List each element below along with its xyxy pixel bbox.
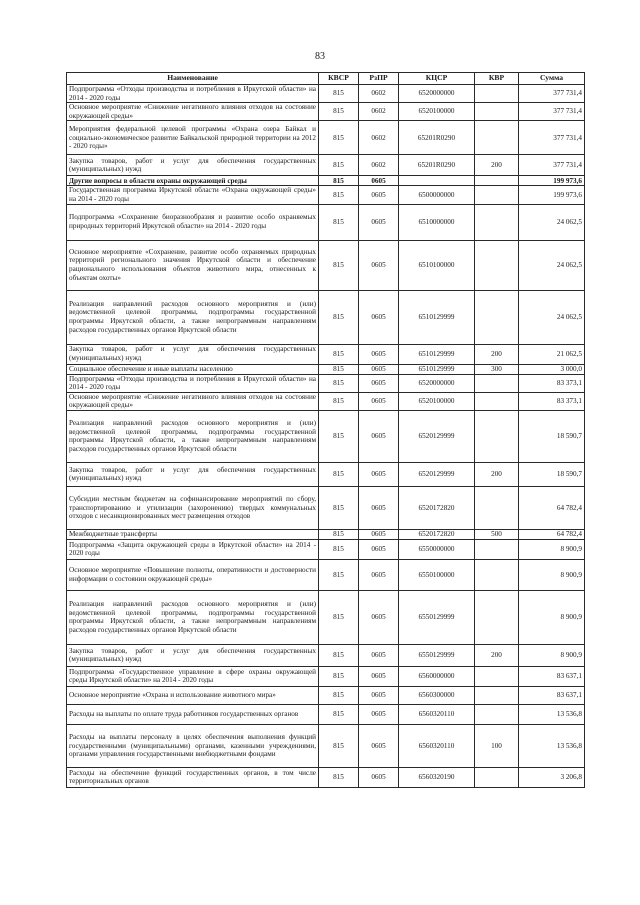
cell-kvr bbox=[475, 374, 519, 392]
cell-sum: 377 731,4 bbox=[519, 155, 585, 176]
cell-name: Основное мероприятие «Снижение негативного влияния отходов на состояние окружающей среды» bbox=[67, 392, 319, 410]
cell-rzpr: 0605 bbox=[359, 666, 399, 686]
cell-kvsr: 815 bbox=[319, 529, 359, 539]
cell-name: Расходы на выплаты по оплате труда работников государственных органов bbox=[67, 704, 319, 724]
table-row bbox=[67, 486, 585, 529]
cell-kcsr: 6510129999 bbox=[399, 344, 475, 364]
cell-name: Мероприятия федеральной целевой программы «Охрана озера Байкал и социально-экономическое развитие Байкальской природной территории на 2012 - 2020 годы» bbox=[67, 121, 319, 155]
cell-sum: 18 590,7 bbox=[519, 462, 585, 486]
cell-kvr bbox=[475, 204, 519, 240]
cell-kcsr: 6520129999 bbox=[399, 462, 475, 486]
table-row bbox=[67, 410, 585, 462]
header-kvsr: КВСР bbox=[319, 73, 359, 85]
cell-kcsr: 6520100000 bbox=[399, 392, 475, 410]
cell-rzpr: 0605 bbox=[359, 529, 399, 539]
cell-kvr bbox=[475, 410, 519, 462]
table-body bbox=[67, 85, 585, 788]
cell-rzpr: 0605 bbox=[359, 290, 399, 344]
cell-kvr bbox=[475, 240, 519, 290]
cell-name: Закупка товаров, работ и услуг для обеспечения государственных (муниципальных) нужд bbox=[67, 155, 319, 176]
cell-kcsr: 6520172820 bbox=[399, 486, 475, 529]
cell-sum: 83 373,1 bbox=[519, 392, 585, 410]
cell-rzpr: 0605 bbox=[359, 364, 399, 374]
cell-name: Межбюджетные трансферты bbox=[67, 529, 319, 539]
table-row bbox=[67, 529, 585, 539]
cell-kvr bbox=[475, 176, 519, 186]
cell-name: Расходы на выплаты персоналу в целях обеспечения выполнения функций государственными (муниципальными) органами, казенными учреждениями, органами управления государственными внебюджетными фондами bbox=[67, 724, 319, 767]
cell-kcsr: 6560000000 bbox=[399, 666, 475, 686]
cell-kcsr: 6510100000 bbox=[399, 240, 475, 290]
cell-kvsr: 815 bbox=[319, 462, 359, 486]
cell-name: Субсидии местным бюджетам на софинансирование мероприятий по сбору, транспортированию и утилизации (захоронению) твердых коммунальных отходов с несанкционированных мест размещения отходов bbox=[67, 486, 319, 529]
cell-kvsr: 815 bbox=[319, 666, 359, 686]
cell-kcsr: 6560320110 bbox=[399, 724, 475, 767]
cell-rzpr: 0605 bbox=[359, 704, 399, 724]
cell-kvsr: 815 bbox=[319, 392, 359, 410]
cell-kvsr: 815 bbox=[319, 204, 359, 240]
table-row bbox=[67, 204, 585, 240]
table-row bbox=[67, 155, 585, 176]
cell-kcsr: 6500000000 bbox=[399, 186, 475, 204]
cell-rzpr: 0605 bbox=[359, 724, 399, 767]
cell-kcsr: 65201R0290 bbox=[399, 121, 475, 155]
cell-name: Подпрограмма «Отходы производства и потребления в Иркутской области» на 2014 - 2020 годы bbox=[67, 374, 319, 392]
cell-kvsr: 815 bbox=[319, 176, 359, 186]
table-row bbox=[67, 374, 585, 392]
cell-name: Государственная программа Иркутской области «Охрана окружающей среды» на 2014 - 2020 годы bbox=[67, 186, 319, 204]
table-row bbox=[67, 186, 585, 204]
cell-kcsr: 6510129999 bbox=[399, 290, 475, 344]
table-row bbox=[67, 767, 585, 787]
cell-name: Основное мероприятие «Охрана и использование животного мира» bbox=[67, 686, 319, 704]
header-kcsr: КЦСР bbox=[399, 73, 475, 85]
cell-kvr: 200 bbox=[475, 644, 519, 666]
cell-kvsr: 815 bbox=[319, 644, 359, 666]
cell-rzpr: 0605 bbox=[359, 590, 399, 644]
cell-rzpr: 0605 bbox=[359, 486, 399, 529]
cell-name: Подпрограмма «Защита окружающей среды в Иркутской области» на 2014 - 2020 годы bbox=[67, 539, 319, 559]
cell-kvsr: 815 bbox=[319, 590, 359, 644]
header-kvr: КВР bbox=[475, 73, 519, 85]
cell-sum: 21 062,5 bbox=[519, 344, 585, 364]
cell-name: Основное мероприятие «Повышение полноты, оперативности и достоверности информации о состоянии окружающей среды» bbox=[67, 559, 319, 590]
cell-sum: 377 731,4 bbox=[519, 103, 585, 121]
cell-name: Закупка товаров, работ и услуг для обеспечения государственных (муниципальных) нужд bbox=[67, 644, 319, 666]
cell-kvsr: 815 bbox=[319, 344, 359, 364]
cell-rzpr: 0602 bbox=[359, 103, 399, 121]
cell-kcsr: 6520000000 bbox=[399, 85, 475, 103]
cell-name: Основное мероприятие «Снижение негативного влияния отходов на состояние окружающей среды» bbox=[67, 103, 319, 121]
cell-kcsr: 6510000000 bbox=[399, 204, 475, 240]
cell-kcsr: 6520100000 bbox=[399, 103, 475, 121]
cell-kcsr: 6520000000 bbox=[399, 374, 475, 392]
cell-kvsr: 815 bbox=[319, 121, 359, 155]
header-rzpr: РзПР bbox=[359, 73, 399, 85]
cell-sum: 13 536,8 bbox=[519, 704, 585, 724]
cell-name: Подпрограмма «Сохранение биоразнообразия и развитие особо охраняемых природных территорий Иркутской области» на 2014 - 2020 годы bbox=[67, 204, 319, 240]
cell-kvsr: 815 bbox=[319, 410, 359, 462]
cell-kvr bbox=[475, 686, 519, 704]
cell-name: Подпрограмма «Отходы производства и потребления в Иркутской области» на 2014 - 2020 годы bbox=[67, 85, 319, 103]
cell-kvr bbox=[475, 486, 519, 529]
cell-name: Реализация направлений расходов основного мероприятия и (или) ведомственной целевой программы, подпрограммы государственной программы Иркутской области, а также непрограммным направлениям расходов государственных органов Иркутской области bbox=[67, 290, 319, 344]
cell-kvr: 100 bbox=[475, 724, 519, 767]
table-header-row bbox=[67, 73, 585, 85]
table-row bbox=[67, 103, 585, 121]
cell-kvsr: 815 bbox=[319, 186, 359, 204]
cell-kvr bbox=[475, 666, 519, 686]
table-row bbox=[67, 539, 585, 559]
cell-sum: 64 782,4 bbox=[519, 529, 585, 539]
cell-kvr: 300 bbox=[475, 364, 519, 374]
cell-kvsr: 815 bbox=[319, 486, 359, 529]
budget-table bbox=[66, 72, 585, 788]
cell-kvr bbox=[475, 590, 519, 644]
table-row bbox=[67, 724, 585, 767]
cell-rzpr: 0602 bbox=[359, 85, 399, 103]
cell-kvsr: 815 bbox=[319, 85, 359, 103]
cell-rzpr: 0605 bbox=[359, 539, 399, 559]
cell-kvsr: 815 bbox=[319, 539, 359, 559]
cell-kcsr: 6550100000 bbox=[399, 559, 475, 590]
cell-rzpr: 0605 bbox=[359, 176, 399, 186]
cell-kvr: 200 bbox=[475, 462, 519, 486]
cell-name: Расходы на обеспечение функций государственных органов, в том числе территориальных органов bbox=[67, 767, 319, 787]
cell-kvr bbox=[475, 121, 519, 155]
header-sum: Сумма bbox=[519, 73, 585, 85]
table-row bbox=[67, 364, 585, 374]
cell-kcsr: 6560300000 bbox=[399, 686, 475, 704]
cell-rzpr: 0605 bbox=[359, 392, 399, 410]
cell-kcsr: 6560320190 bbox=[399, 767, 475, 787]
cell-rzpr: 0605 bbox=[359, 559, 399, 590]
cell-name: Реализация направлений расходов основного мероприятия и (или) ведомственной целевой программы, подпрограммы государственной программы Иркутской области, а также непрограммным направлениям расходов государственных органов Иркутской области bbox=[67, 590, 319, 644]
cell-sum: 18 590,7 bbox=[519, 410, 585, 462]
cell-sum: 24 062,5 bbox=[519, 290, 585, 344]
cell-kvr: 200 bbox=[475, 344, 519, 364]
table-row bbox=[67, 686, 585, 704]
cell-kvsr: 815 bbox=[319, 724, 359, 767]
table-row bbox=[67, 704, 585, 724]
cell-rzpr: 0605 bbox=[359, 767, 399, 787]
cell-name: Закупка товаров, работ и услуг для обеспечения государственных (муниципальных) нужд bbox=[67, 462, 319, 486]
cell-kvsr: 815 bbox=[319, 103, 359, 121]
cell-name: Подпрограмма «Государственное управление в сфере охраны окружающей среды Иркутской области» на 2014 - 2020 годы bbox=[67, 666, 319, 686]
table-row bbox=[67, 590, 585, 644]
cell-sum: 13 536,8 bbox=[519, 724, 585, 767]
cell-name: Реализация направлений расходов основного мероприятия и (или) ведомственной целевой программы, подпрограммы государственной программы Иркутской области, а также непрограммным направлениям расходов государственных органов Иркутской области bbox=[67, 410, 319, 462]
header-name: Наименование bbox=[67, 73, 319, 85]
cell-kvr bbox=[475, 559, 519, 590]
cell-rzpr: 0605 bbox=[359, 644, 399, 666]
cell-rzpr: 0605 bbox=[359, 344, 399, 364]
cell-kvr bbox=[475, 767, 519, 787]
cell-kvr: 200 bbox=[475, 155, 519, 176]
cell-sum: 8 900,9 bbox=[519, 559, 585, 590]
cell-sum: 3 000,0 bbox=[519, 364, 585, 374]
table-row bbox=[67, 392, 585, 410]
table-row bbox=[67, 121, 585, 155]
table-row bbox=[67, 85, 585, 103]
cell-kcsr bbox=[399, 176, 475, 186]
cell-name: Основное мероприятие «Сохранение, развитие особо охраняемых природных территорий регионального значения Иркутской области и обеспечение рационального использования объектов животного мира, отнесенных к объектам охоты» bbox=[67, 240, 319, 290]
table-row bbox=[67, 462, 585, 486]
cell-kcsr: 6560320110 bbox=[399, 704, 475, 724]
cell-name: Социальное обеспечение и иные выплаты населению bbox=[67, 364, 319, 374]
cell-rzpr: 0605 bbox=[359, 686, 399, 704]
cell-kvsr: 815 bbox=[319, 686, 359, 704]
cell-kvsr: 815 bbox=[319, 767, 359, 787]
cell-rzpr: 0605 bbox=[359, 410, 399, 462]
cell-kvr bbox=[475, 704, 519, 724]
table-row bbox=[67, 666, 585, 686]
cell-sum: 3 206,8 bbox=[519, 767, 585, 787]
cell-sum: 199 973,6 bbox=[519, 176, 585, 186]
cell-sum: 64 782,4 bbox=[519, 486, 585, 529]
cell-sum: 377 731,4 bbox=[519, 85, 585, 103]
table-row bbox=[67, 240, 585, 290]
cell-kcsr: 6550129999 bbox=[399, 590, 475, 644]
cell-kvsr: 815 bbox=[319, 240, 359, 290]
cell-kvsr: 815 bbox=[319, 290, 359, 344]
cell-rzpr: 0605 bbox=[359, 204, 399, 240]
cell-rzpr: 0605 bbox=[359, 240, 399, 290]
table-row bbox=[67, 559, 585, 590]
cell-sum: 24 062,5 bbox=[519, 204, 585, 240]
table-row bbox=[67, 176, 585, 186]
table-row bbox=[67, 290, 585, 344]
table-row bbox=[67, 644, 585, 666]
cell-kcsr: 65201R0290 bbox=[399, 155, 475, 176]
cell-kcsr: 6550129999 bbox=[399, 644, 475, 666]
cell-kvr bbox=[475, 186, 519, 204]
cell-rzpr: 0602 bbox=[359, 155, 399, 176]
cell-kcsr: 6510129999 bbox=[399, 364, 475, 374]
cell-name: Другие вопросы в области охраны окружающей среды bbox=[67, 176, 319, 186]
cell-kcsr: 6520172820 bbox=[399, 529, 475, 539]
cell-sum: 83 373,1 bbox=[519, 374, 585, 392]
cell-sum: 8 900,9 bbox=[519, 590, 585, 644]
cell-rzpr: 0605 bbox=[359, 374, 399, 392]
cell-kcsr: 6550000000 bbox=[399, 539, 475, 559]
cell-kvsr: 815 bbox=[319, 155, 359, 176]
cell-kvsr: 815 bbox=[319, 374, 359, 392]
cell-kvsr: 815 bbox=[319, 364, 359, 374]
table-row bbox=[67, 344, 585, 364]
cell-sum: 8 900,9 bbox=[519, 644, 585, 666]
cell-name: Закупка товаров, работ и услуг для обеспечения государственных (муниципальных) нужд bbox=[67, 344, 319, 364]
cell-rzpr: 0605 bbox=[359, 186, 399, 204]
cell-rzpr: 0602 bbox=[359, 121, 399, 155]
cell-sum: 83 637,1 bbox=[519, 686, 585, 704]
cell-kvr bbox=[475, 392, 519, 410]
cell-sum: 199 973,6 bbox=[519, 186, 585, 204]
cell-kvr: 500 bbox=[475, 529, 519, 539]
cell-rzpr: 0605 bbox=[359, 462, 399, 486]
page-number: 83 bbox=[315, 51, 325, 62]
cell-kvr bbox=[475, 103, 519, 121]
cell-sum: 8 900,9 bbox=[519, 539, 585, 559]
cell-sum: 24 062,5 bbox=[519, 240, 585, 290]
cell-kvr bbox=[475, 290, 519, 344]
cell-kcsr: 6520129999 bbox=[399, 410, 475, 462]
cell-kvr bbox=[475, 539, 519, 559]
cell-kvsr: 815 bbox=[319, 559, 359, 590]
cell-sum: 377 731,4 bbox=[519, 121, 585, 155]
cell-sum: 83 637,1 bbox=[519, 666, 585, 686]
cell-kvsr: 815 bbox=[319, 704, 359, 724]
cell-kvr bbox=[475, 85, 519, 103]
